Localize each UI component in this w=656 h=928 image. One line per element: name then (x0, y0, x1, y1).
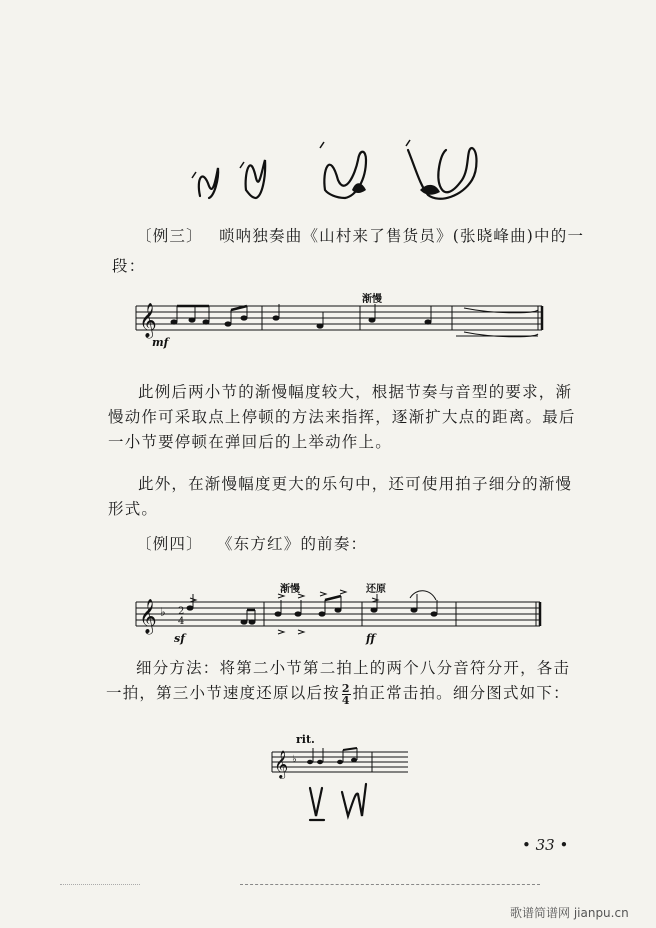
paragraph-line: 一小节要停顿在弹回后的上举动作上。 (108, 433, 392, 451)
paragraph-line: 形式。 (108, 500, 159, 518)
svg-text:𝄞: 𝄞 (139, 599, 157, 634)
dynamic-mark: sf (174, 632, 185, 645)
tempo-mark: 渐慢 (362, 294, 382, 305)
fraction-numerator: 2 (341, 681, 351, 695)
svg-text:𝄞: 𝄞 (274, 750, 289, 778)
paragraph-line (106, 681, 596, 706)
paragraph-line: 细分方法：将第二小节第二拍上的两个八分音符分开，各击 (136, 659, 571, 677)
text-span: 一拍，第三小节速度还原以后按 (106, 684, 340, 702)
conducting-pattern-diagram (0, 0, 656, 230)
tempo-mark: 渐慢 (280, 584, 300, 595)
dynamic-mark: ff (366, 632, 376, 645)
time-signature-fraction (342, 683, 351, 706)
paragraph-line: 此例后两小节的渐慢幅度较大，根据节奏与音型的要求，渐 (138, 383, 573, 401)
example4-heading (136, 532, 367, 557)
footer-marks (60, 884, 140, 885)
svg-text:♭: ♭ (160, 605, 166, 619)
watermark: 歌谱简谱网 jianpu.cn (510, 906, 629, 920)
music-staff-3 (270, 732, 420, 822)
dynamic-mark: mf (152, 336, 169, 349)
text-span: 拍正常击拍。细分图式如下： (352, 684, 570, 702)
music-staff-1 (134, 292, 554, 352)
example3-heading (136, 224, 584, 249)
tempo-mark: rit. (296, 733, 315, 746)
svg-text:𝄞: 𝄞 (139, 303, 157, 338)
footer-rule (240, 884, 540, 885)
example3-heading-cont: 段： (112, 257, 146, 275)
paragraph-line: 此外，在渐慢幅度更大的乐句中，还可使用拍子细分的渐慢 (138, 475, 573, 493)
svg-text:4: 4 (178, 616, 185, 627)
music-staff-2 (134, 580, 554, 650)
example-title: 唢呐独奏曲《山村来了售货员》(张晓峰曲)中的一 (218, 227, 585, 245)
paragraph-1 (108, 380, 588, 455)
fraction-denominator: 4 (341, 693, 351, 707)
page-number: • 33 • (522, 836, 569, 854)
paragraph-3 (106, 656, 596, 706)
svg-text:2: 2 (178, 606, 185, 617)
example-label: 〔例四〕 (136, 535, 203, 553)
example-label: 〔例三〕 (136, 227, 203, 245)
paragraph-2 (108, 472, 588, 522)
svg-text:♭: ♭ (292, 754, 297, 765)
example-title: 《东方红》的前奏： (216, 535, 368, 553)
tempo-mark: 还原 (366, 584, 386, 595)
paragraph-line: 慢动作可采取点上停顿的方法来指挥，逐渐扩大点的距离。最后 (108, 408, 576, 426)
